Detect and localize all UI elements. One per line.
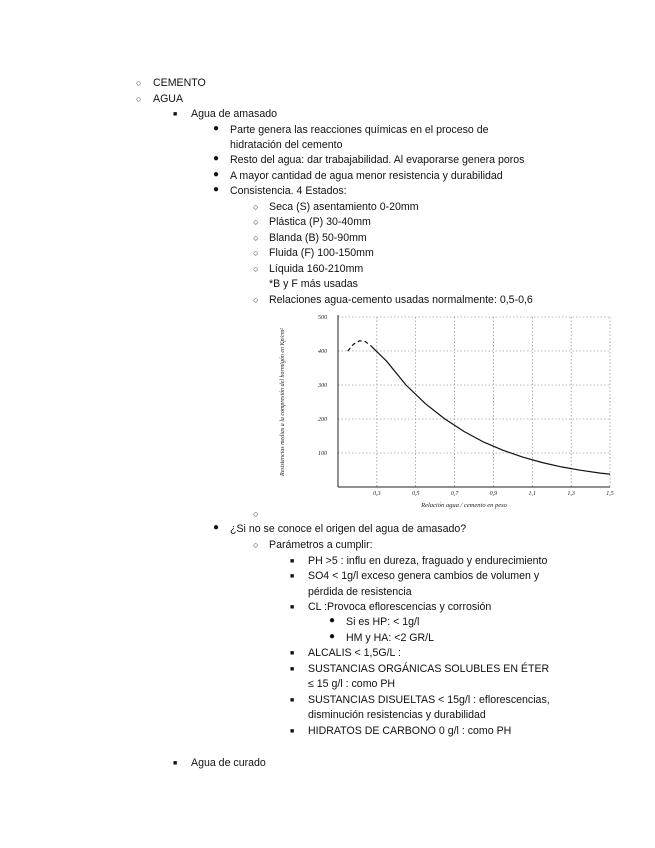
y-tick-label: 100 [318,451,327,457]
cl-sub-item: HM y HA: <2 GR/L [346,632,435,644]
parametro-item: ≤ 15 g/l : como PH [308,678,396,690]
parametro-item: pérdida de resistencia [308,586,412,598]
x-tick-label: 0,9 [489,491,498,497]
square-bullet-icon: ■ [173,760,178,767]
x-tick-label: 1,1 [528,491,537,497]
square-bullet-icon: ■ [290,728,295,735]
y-axis-label: Resistencias medias a la compresión del hormigón en Kp/cm² [280,328,286,476]
square-bullet-icon: ■ [173,111,178,118]
estado-item: Blanda (B) 50-90mm [269,232,367,244]
y-tick-label: 500 [318,315,327,321]
parametro-item: SUSTANCIAS ORGÁNICAS SOLUBLES EN ÉTER [308,663,550,675]
y-tick-label: 300 [318,383,327,389]
cl-sub-item: Si es HP: < 1g/l [346,616,420,628]
amasado-point-line: A mayor cantidad de agua menor resistencia y durabilidad [230,170,503,182]
parametro-item: ALCALIS < 1,5G/L : [308,647,401,659]
estado-item: Fluida (F) 100-150mm [269,247,374,259]
x-axis-label: Relación agua / cemento en peso [421,502,507,509]
outline-item-agua-curado: Agua de curado [191,757,266,769]
series-line-solid [371,346,610,474]
series-line-dashed [348,341,371,351]
relaciones-item: Relaciones agua-cemento usadas normalmente: 0,5-0,6 [269,294,533,306]
chart-series [348,341,610,474]
parametro-item: disminución resistencias y durabilidad [308,709,486,721]
circle-bullet-icon: ○ [253,217,259,227]
origen-question: ¿Si no se conoce el origen del agua de amasado? [230,523,467,535]
outline-item-cemento: CEMENTO [153,77,206,89]
square-bullet-icon: ■ [290,604,295,611]
parametro-item: HIDRATOS DE CARBONO 0 g/l : como PH [308,725,512,737]
square-bullet-icon: ■ [290,666,295,673]
square-bullet-icon: ■ [290,650,295,657]
disc-bullet-icon: ● [213,522,220,533]
resistance-chart [274,311,615,512]
parametro-item: SUSTANCIAS DISUELTAS < 15g/l : eflorescencias, [308,694,550,706]
circle-bullet-icon: ○ [253,248,259,258]
disc-bullet-icon: ● [329,631,336,642]
chart-labels [280,315,614,509]
circle-bullet-icon: ○ [253,233,259,243]
disc-bullet-icon: ● [213,184,220,195]
y-tick-label: 400 [318,349,327,355]
x-tick-label: 1,3 [567,491,575,497]
square-bullet-icon: ■ [290,558,295,565]
circle-bullet-icon: ○ [253,509,259,519]
outline-item-agua-amasado: Agua de amasado [191,108,277,120]
x-tick-label: 0,3 [373,491,381,497]
parametro-item: CL :Provoca eflorescencias y corrosión [308,601,492,613]
y-tick-label: 200 [318,417,327,423]
estado-item: Líquida 160-210mm [269,263,364,275]
circle-bullet-icon: ○ [136,94,142,104]
disc-bullet-icon: ● [213,153,220,164]
x-tick-label: 0,7 [450,491,459,497]
parametros-label: Parámetros a cumplir: [269,539,373,551]
disc-bullet-icon: ● [329,615,336,626]
disc-bullet-icon: ● [213,169,220,180]
circle-bullet-icon: ○ [253,540,259,550]
circle-bullet-icon: ○ [253,295,259,305]
outline-item-agua: AGUA [153,93,184,105]
parametro-item: PH >5 : influ en dureza, fraguado y endurecimiento [308,555,548,567]
parametro-item: SO4 < 1g/l exceso genera cambios de volumen y [308,570,540,582]
circle-bullet-icon: ○ [253,202,259,212]
x-tick-label: 0,5 [411,491,420,497]
chart-svg [274,311,615,512]
x-tick-label: 1,5 [606,491,614,497]
amasado-point-line: Parte genera las reacciones químicas en el proceso de [230,124,489,136]
chart-grid [338,317,610,487]
amasado-point-line: Resto del agua: dar trabajabilidad. Al evaporarse genera poros [230,154,525,166]
amasado-point-line: Consistencia. 4 Estados: [230,185,347,197]
circle-bullet-icon: ○ [136,78,142,88]
circle-bullet-icon: ○ [253,264,259,274]
chart-axes [338,315,610,487]
estado-item: Seca (S) asentamiento 0-20mm [269,201,419,213]
disc-bullet-icon: ● [213,123,220,134]
estado-note: *B y F más usadas [269,278,358,290]
square-bullet-icon: ■ [290,573,295,580]
estado-item: Plástica (P) 30-40mm [269,216,371,228]
square-bullet-icon: ■ [290,697,295,704]
amasado-point-line: hidratación del cemento [230,139,343,151]
